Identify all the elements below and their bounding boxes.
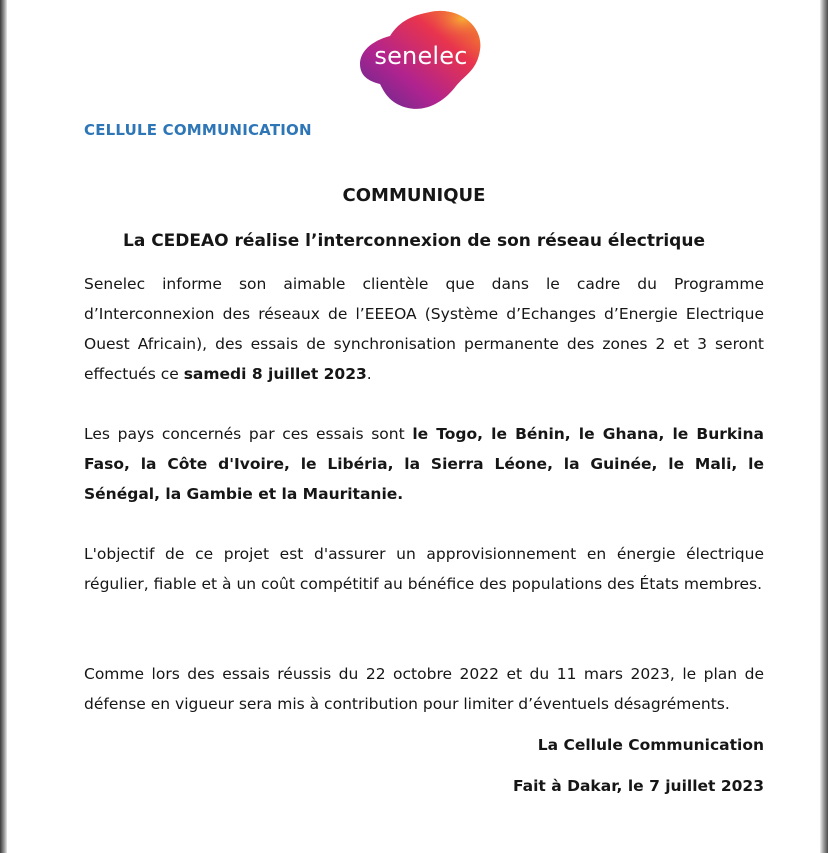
paragraph-objective: L'objectif de ce projet est d'assurer un approvisionnement en énergie électrique régulier, fiable et à un coût compétitif au bénéfice des populations des États membres. [84,545,764,593]
document-title: COMMUNIQUE [342,185,486,206]
page-edge-shadow-left [0,0,7,853]
senelec-logo [356,8,486,114]
department-heading: CELLULE COMMUNICATION [84,121,312,139]
page-edge-shadow-right [820,0,828,853]
paragraph-countries [84,419,764,509]
signature-place-date: Fait à Dakar, le 7 juillet 2023 [512,777,764,795]
paragraph-text: Les pays concernés par ces essais sont [84,425,413,443]
logo-wordmark: senelec [374,42,468,70]
signature-name: La Cellule Communication [537,736,764,754]
document-subtitle: La CEDEAO réalise l’interconnexion de son réseau électrique [122,231,705,251]
paragraph-end: . [366,365,372,383]
paragraph-defense-plan: Comme lors des essais réussis du 22 octobre 2022 et du 11 mars 2023, le plan de défense en vigueur sera mis à contribution pour limiter d’éventuels désagréments. [84,665,764,713]
paragraph-announcement [84,269,764,389]
paragraph-text: Senelec informe son aimable clientèle que dans le cadre du Programme d’Interconnexion des réseaux de l’EEEOA (Système d’Echanges d’Energie Electrique Ouest Africain), des essais de synchronisation permanente des zones 2 et 3 seront effectués ce [84,275,764,383]
test-date: samedi 8 juillet 2023 [183,365,367,383]
country-list: le Togo, le Bénin, le Ghana, le Burkina Faso, la Côte d'Ivoire, le Libéria, la Sierra Léone, la Guinée, le Mali, le Sénégal, la Gambie et la Mauritanie. [84,425,764,503]
